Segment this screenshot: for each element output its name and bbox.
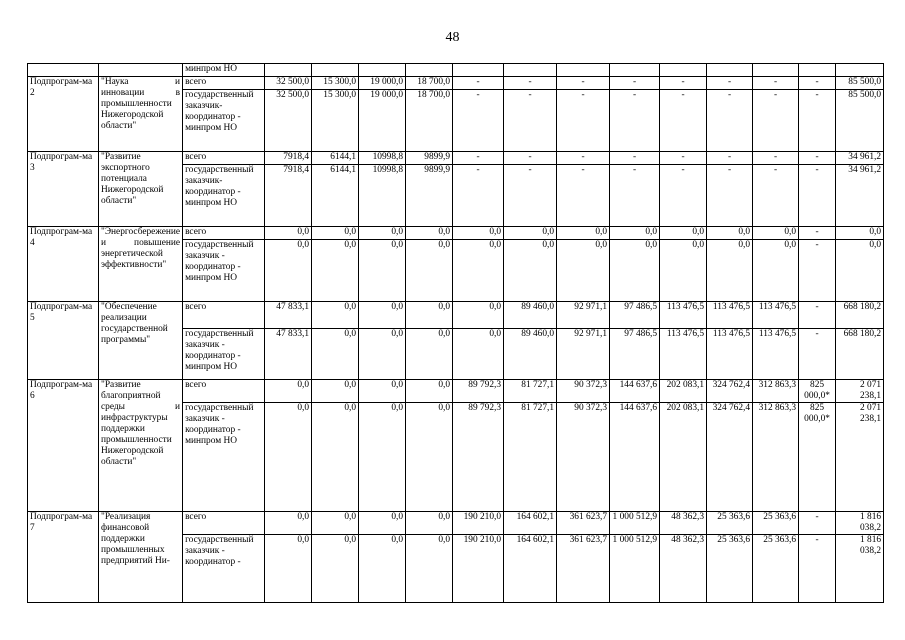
amount-cell: 0,0 (359, 403, 406, 512)
subprogram-label: Подпрограм-ма 7 (28, 512, 99, 603)
amount-cell: - (557, 90, 610, 152)
amount-cell: 164 602,1 (504, 512, 557, 535)
amount-cell: - (660, 77, 707, 90)
amount-cell: 25 363,6 (753, 535, 799, 603)
amount-cell: 90 372,3 (557, 403, 610, 512)
amount-cell: - (707, 77, 753, 90)
funding-type: государственный заказчик - координатор - минпром НО (183, 240, 265, 302)
amount-cell: 0,0 (504, 227, 557, 240)
amount-cell: - (799, 535, 836, 603)
empty-cell (28, 64, 99, 77)
table-body (28, 64, 884, 603)
amount-cell: - (610, 90, 660, 152)
amount-cell: - (504, 165, 557, 227)
amount-cell: 18 700,0 (406, 90, 453, 152)
amount-cell: 7918,4 (265, 165, 312, 227)
amount-cell: 0,0 (312, 535, 359, 603)
amount-cell: 0,0 (836, 240, 884, 302)
amount-cell: - (453, 165, 504, 227)
subprogram-label: Подпрограм-ма 2 (28, 77, 99, 152)
amount-cell: 0,0 (453, 240, 504, 302)
amount-cell: - (799, 512, 836, 535)
amount-cell: 2 071 238,1 (836, 403, 884, 512)
funding-type: государственный заказчик-координатор - минпром НО (183, 165, 265, 227)
funding-type: государственный заказчик-координатор - минпром НО (183, 90, 265, 152)
subprogram-name: "Развитие благоприятной среды и инфраструктуры поддержки промышленности Нижегородской области" (99, 380, 183, 512)
amount-cell: - (707, 90, 753, 152)
table-row (28, 380, 884, 403)
amount-cell: 0,0 (312, 329, 359, 380)
amount-cell: 825 000,0* (799, 380, 836, 403)
funding-type: государственный заказчик - координатор - минпром НО (183, 329, 265, 380)
amount-cell: 15 300,0 (312, 90, 359, 152)
amount-cell: 25 363,6 (707, 512, 753, 535)
amount-cell: - (610, 152, 660, 165)
amount-cell: - (799, 90, 836, 152)
amount-cell: 0,0 (406, 227, 453, 240)
amount-cell: 0,0 (660, 227, 707, 240)
table-row (28, 302, 884, 329)
amount-cell: 2 071 238,1 (836, 380, 884, 403)
budget-table (27, 63, 884, 603)
amount-cell: 15 300,0 (312, 77, 359, 90)
amount-cell: 0,0 (312, 512, 359, 535)
subprogram-label: Подпрограм-ма 5 (28, 302, 99, 380)
amount-cell: 0,0 (359, 302, 406, 329)
amount-cell: 25 363,6 (707, 535, 753, 603)
amount-cell: 19 000,0 (359, 90, 406, 152)
amount-cell: 47 833,1 (265, 329, 312, 380)
amount-cell: 0,0 (406, 240, 453, 302)
amount-cell: 113 476,5 (707, 329, 753, 380)
amount-cell: 48 362,3 (660, 512, 707, 535)
amount-cell: 89 460,0 (504, 302, 557, 329)
amount-cell: 34 961,2 (836, 152, 884, 165)
amount-cell: 0,0 (753, 227, 799, 240)
amount-cell: 0,0 (265, 380, 312, 403)
subprogram-name: "Развитие экспортного потенциала Нижегородской области" (99, 152, 183, 227)
amount-cell: 0,0 (406, 512, 453, 535)
amount-cell: 0,0 (557, 227, 610, 240)
amount-cell: 0,0 (504, 240, 557, 302)
amount-cell: 9899,9 (406, 152, 453, 165)
amount-cell: 0,0 (312, 227, 359, 240)
amount-cell: 0,0 (557, 240, 610, 302)
amount-cell: 0,0 (312, 240, 359, 302)
table-row (28, 512, 884, 535)
amount-cell: 32 500,0 (265, 90, 312, 152)
amount-cell: 97 486,5 (610, 302, 660, 329)
subprogram-name: "Реализация финансовой поддержки промышленных предприятий Ни- (99, 512, 183, 603)
amount-cell: - (660, 90, 707, 152)
amount-cell: - (753, 165, 799, 227)
funding-type: государственный заказчик - координатор - (183, 535, 265, 603)
amount-cell: - (799, 165, 836, 227)
amount-cell: 0,0 (406, 380, 453, 403)
amount-cell: 0,0 (453, 302, 504, 329)
amount-cell: 668 180,2 (836, 302, 884, 329)
amount-cell: 0,0 (265, 403, 312, 512)
amount-cell: 89 792,3 (453, 403, 504, 512)
amount-cell: 0,0 (660, 240, 707, 302)
amount-cell: 0,0 (707, 227, 753, 240)
amount-cell: 1 000 512,9 (610, 535, 660, 603)
subprogram-name: "Наука и инновации в промышленности Нижегородской области" (99, 77, 183, 152)
funding-type: всего (183, 302, 265, 329)
amount-cell: 85 500,0 (836, 90, 884, 152)
continuation-row (28, 64, 884, 77)
amount-cell: 85 500,0 (836, 77, 884, 90)
amount-cell: 0,0 (359, 535, 406, 603)
amount-cell: 32 500,0 (265, 77, 312, 90)
funding-type: всего (183, 77, 265, 90)
amount-cell: - (453, 152, 504, 165)
amount-cell: 47 833,1 (265, 302, 312, 329)
amount-cell: 0,0 (453, 329, 504, 380)
amount-cell: 6144,1 (312, 165, 359, 227)
amount-cell: 9899,9 (406, 165, 453, 227)
funding-type: всего (183, 227, 265, 240)
amount-cell: - (799, 240, 836, 302)
amount-cell: 0,0 (359, 227, 406, 240)
amount-cell: - (799, 329, 836, 380)
amount-cell: - (610, 165, 660, 227)
amount-cell: 18 700,0 (406, 77, 453, 90)
amount-cell: 668 180,2 (836, 329, 884, 380)
amount-cell: 113 476,5 (707, 302, 753, 329)
amount-cell: 312 863,3 (753, 403, 799, 512)
amount-cell: 0,0 (359, 512, 406, 535)
amount-cell: - (557, 77, 610, 90)
amount-cell: 7918,4 (265, 152, 312, 165)
amount-cell: 0,0 (312, 302, 359, 329)
amount-cell: - (557, 165, 610, 227)
amount-cell: 0,0 (753, 240, 799, 302)
amount-cell: - (504, 90, 557, 152)
amount-cell: 825 000,0* (799, 403, 836, 512)
subprogram-label: Подпрограм-ма 4 (28, 227, 99, 302)
amount-cell: 25 363,6 (753, 512, 799, 535)
amount-cell: - (610, 77, 660, 90)
subprogram-label: Подпрограм-ма 6 (28, 380, 99, 512)
amount-cell: - (557, 152, 610, 165)
amount-cell: - (660, 165, 707, 227)
amount-cell: 1 816 038,2 (836, 535, 884, 603)
amount-cell: 0,0 (265, 227, 312, 240)
amount-cell: 0,0 (265, 240, 312, 302)
amount-cell: 48 362,3 (660, 535, 707, 603)
amount-cell: 0,0 (265, 535, 312, 603)
amount-cell: 0,0 (312, 380, 359, 403)
amount-cell: 0,0 (406, 302, 453, 329)
funding-type: государственный заказчик - координатор - минпром НО (183, 403, 265, 512)
amount-cell: 6144,1 (312, 152, 359, 165)
amount-cell: 19 000,0 (359, 77, 406, 90)
amount-cell: 0,0 (359, 240, 406, 302)
amount-cell: 144 637,6 (610, 403, 660, 512)
amount-cell: 324 762,4 (707, 380, 753, 403)
amount-cell: - (453, 77, 504, 90)
amount-cell: 10998,8 (359, 152, 406, 165)
amount-cell: 92 971,1 (557, 329, 610, 380)
amount-cell: 113 476,5 (753, 329, 799, 380)
amount-cell: - (753, 152, 799, 165)
amount-cell: - (799, 227, 836, 240)
funding-type: всего (183, 512, 265, 535)
amount-cell: 202 083,1 (660, 380, 707, 403)
table-row (28, 152, 884, 165)
amount-cell: 10998,8 (359, 165, 406, 227)
amount-cell: 97 486,5 (610, 329, 660, 380)
page-number: 48 (445, 30, 460, 45)
amount-cell: 0,0 (359, 329, 406, 380)
amount-cell: 0,0 (836, 227, 884, 240)
amount-cell: 113 476,5 (660, 329, 707, 380)
amount-cell: - (707, 152, 753, 165)
funding-type: всего (183, 380, 265, 403)
amount-cell: 0,0 (406, 329, 453, 380)
amount-cell: - (660, 152, 707, 165)
amount-cell: - (504, 77, 557, 90)
amount-cell: 202 083,1 (660, 403, 707, 512)
executor-cell: минпром НО (183, 64, 265, 77)
amount-cell: 1 816 038,2 (836, 512, 884, 535)
amount-cell: 90 372,3 (557, 380, 610, 403)
amount-cell: - (753, 77, 799, 90)
amount-cell: 92 971,1 (557, 302, 610, 329)
amount-cell: 0,0 (406, 403, 453, 512)
amount-cell: 0,0 (312, 403, 359, 512)
amount-cell: 34 961,2 (836, 165, 884, 227)
table-row (28, 77, 884, 90)
amount-cell: 312 863,3 (753, 380, 799, 403)
amount-cell: 81 727,1 (504, 403, 557, 512)
amount-cell: 324 762,4 (707, 403, 753, 512)
amount-cell: 0,0 (610, 240, 660, 302)
amount-cell: 0,0 (359, 380, 406, 403)
amount-cell: 113 476,5 (660, 302, 707, 329)
amount-cell: 0,0 (707, 240, 753, 302)
subprogram-name: "Обеспечение реализации государственной программы" (99, 302, 183, 380)
table-row (28, 227, 884, 240)
amount-cell: 81 727,1 (504, 380, 557, 403)
amount-cell: - (453, 90, 504, 152)
amount-cell: 113 476,5 (753, 302, 799, 329)
amount-cell: 361 623,7 (557, 512, 610, 535)
amount-cell: 0,0 (610, 227, 660, 240)
amount-cell: 0,0 (265, 512, 312, 535)
funding-type: всего (183, 152, 265, 165)
amount-cell: 89 792,3 (453, 380, 504, 403)
amount-cell: 190 210,0 (453, 535, 504, 603)
amount-cell: 190 210,0 (453, 512, 504, 535)
amount-cell: - (799, 77, 836, 90)
amount-cell: - (799, 302, 836, 329)
amount-cell: 89 460,0 (504, 329, 557, 380)
amount-cell: - (799, 152, 836, 165)
amount-cell: - (753, 90, 799, 152)
amount-cell: 361 623,7 (557, 535, 610, 603)
amount-cell: - (707, 165, 753, 227)
amount-cell: - (504, 152, 557, 165)
amount-cell: 1 000 512,9 (610, 512, 660, 535)
subprogram-label: Подпрограм-ма 3 (28, 152, 99, 227)
amount-cell: 144 637,6 (610, 380, 660, 403)
amount-cell: 0,0 (453, 227, 504, 240)
subprogram-name: "Энергосбережение и повышение энергетической эффективности" (99, 227, 183, 302)
amount-cell: 0,0 (406, 535, 453, 603)
amount-cell: 164 602,1 (504, 535, 557, 603)
empty-cell (99, 64, 183, 77)
